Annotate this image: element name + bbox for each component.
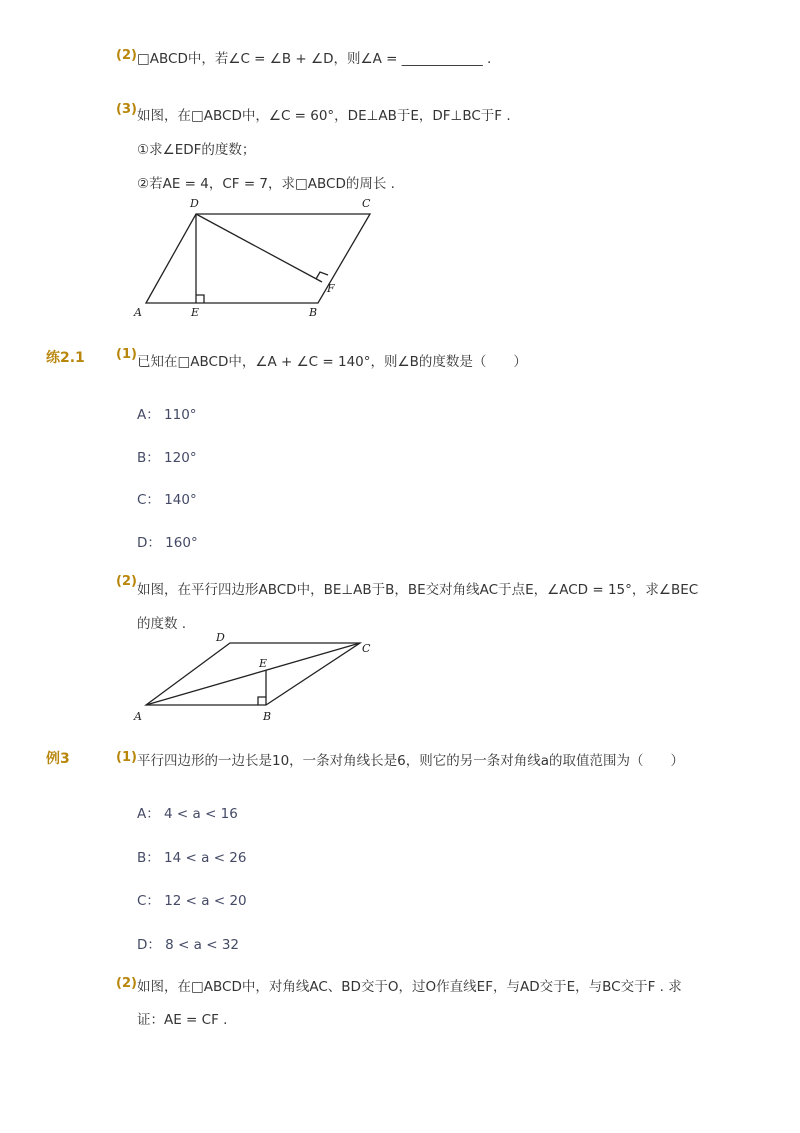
diagonal-ac — [146, 643, 360, 705]
label-c: C — [362, 642, 371, 655]
label-e: E — [191, 306, 200, 319]
section-label: 例3 — [46, 751, 70, 767]
option-c[interactable]: C： 12 < a < 20 — [137, 893, 247, 909]
option-b[interactable]: B： 120° — [137, 450, 197, 466]
parallelogram-abcd — [146, 214, 370, 303]
question-number: (2) — [116, 574, 137, 589]
question-text-continued: 的度数 . — [137, 616, 187, 632]
option-d[interactable]: D： 160° — [137, 535, 198, 551]
option-a[interactable]: A： 4 < a < 16 — [137, 806, 238, 822]
label-a: A — [134, 710, 142, 723]
label-b: B — [309, 306, 318, 319]
section-label: 练2.1 — [46, 350, 85, 366]
label-e: E — [259, 657, 268, 670]
right-angle-mark-f — [316, 272, 328, 279]
option-c[interactable]: C： 140° — [137, 492, 197, 508]
label-f: F — [327, 282, 335, 295]
option-d[interactable]: D： 8 < a < 32 — [137, 937, 240, 953]
label-c: C — [362, 197, 371, 210]
question-text: □ABCD中，若∠C = ∠B + ∠D，则∠A = ____________ . — [137, 51, 492, 67]
sub-question: ①求∠EDF的度数； — [137, 142, 256, 158]
right-angle-mark-e — [196, 295, 204, 303]
option-b[interactable]: B： 14 < a < 26 — [137, 850, 247, 866]
label-d: D — [216, 631, 225, 644]
label-d: D — [190, 197, 199, 210]
sub-question: ②若AE = 4，CF = 7，求□ABCD的周长 . — [137, 176, 395, 192]
question-number: (1) — [116, 347, 137, 362]
question-number: (2) — [116, 48, 137, 63]
question-text: 如图，在平行四边形ABCD中，BE⊥AB于B，BE交对角线AC于点E，∠ACD = 15°，求∠BEC — [137, 582, 699, 598]
label-a: A — [134, 306, 142, 319]
parallelogram-figure-1 — [130, 192, 380, 322]
question-text: 如图，在□ABCD中，∠C = 60°，DE⊥AB于E，DF⊥BC于F . — [137, 108, 511, 124]
question-text-continued: 证：AE = CF . — [137, 1012, 228, 1028]
option-a[interactable]: A： 110° — [137, 407, 197, 423]
question-text: 已知在□ABCD中，∠A + ∠C = 140°，则∠B的度数是（ ） — [137, 354, 527, 370]
question-text: 平行四边形的一边长是10，一条对角线长是6，则它的另一条对角线a的取值范围为（ ） — [137, 753, 685, 769]
parallelogram-figure-2 — [130, 630, 380, 725]
right-angle-mark-b — [258, 697, 266, 705]
question-text: 如图，在□ABCD中，对角线AC、BD交于O，过O作直线EF，与AD交于E，与BC交于F . 求 — [137, 979, 682, 995]
question-number: (3) — [116, 102, 137, 117]
question-number: (1) — [116, 750, 137, 765]
label-b: B — [263, 710, 272, 723]
segment-df — [196, 214, 322, 282]
question-number: (2) — [116, 976, 137, 991]
